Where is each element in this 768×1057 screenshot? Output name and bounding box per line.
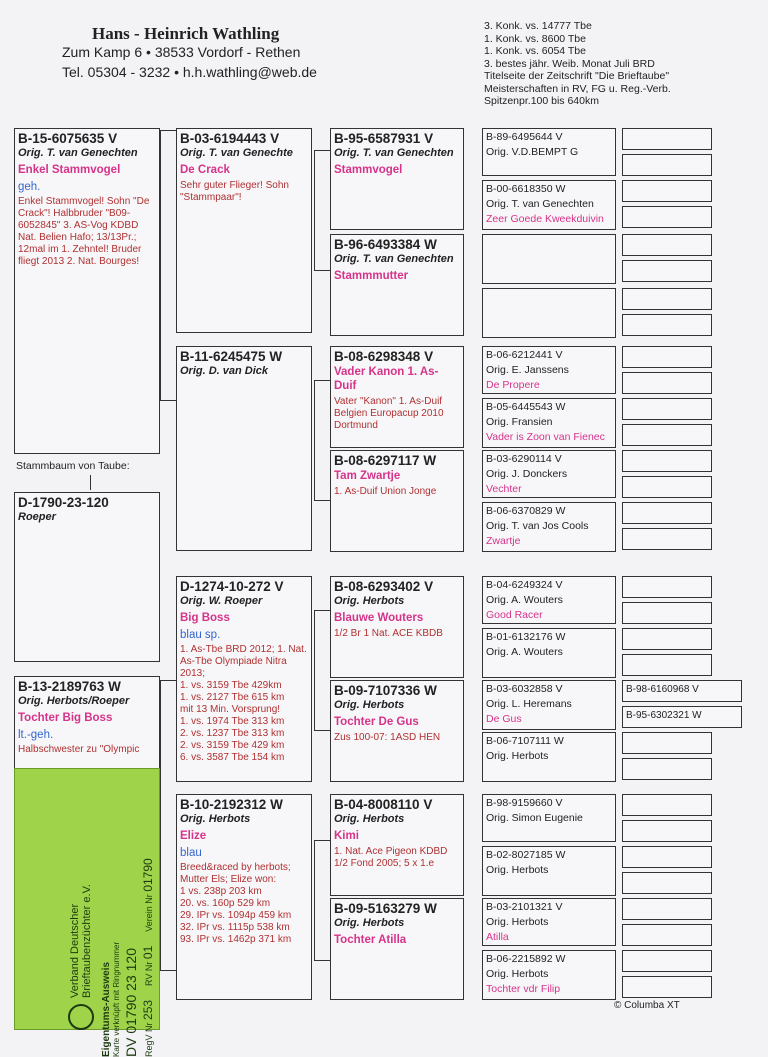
origin: Orig. A. Wouters [486, 594, 563, 606]
ring-number: B-06-2215892 W [486, 953, 566, 965]
origin: Orig. A. Wouters [486, 646, 563, 658]
pigeon-name: Stammvogel [334, 164, 403, 176]
pigeon-name: De Crack [180, 164, 230, 176]
ring-number: B-08-6293402 V [334, 579, 434, 594]
gen3-box [330, 898, 464, 1000]
gen4-box [482, 628, 616, 678]
pigeon-color: blau sp. [180, 629, 221, 641]
rv-label: RV Nr [144, 961, 154, 986]
ring-number: D-1274-10-272 V [180, 579, 284, 594]
gen5-box [622, 950, 712, 972]
achievements-list [484, 20, 714, 108]
gen5-box [622, 154, 712, 176]
card-ring-number: DV 01790 23 120 [123, 948, 139, 1057]
notes: 1. As-Duif Union Jonge [334, 486, 437, 497]
origin: Orig. Herbots [334, 813, 405, 825]
notes: Enkel Stammvogel! Sohn "De Crack"! Halbbruder "B09-6052845" 3. AS-Vog KDBD Nat. Belien Hafo; 13/13Pr.; 12mal im 1. Zehntel! Bruder fliegt 2013 2. Nat. Bourges! [18, 196, 150, 267]
ring-number: B-01-6132176 W [486, 631, 566, 643]
origin: Roeper [18, 511, 56, 523]
pigeon-color: blau [180, 847, 202, 859]
origin: Orig. D. van Dick [180, 365, 269, 377]
regv-label: RegV Nr [144, 1022, 154, 1057]
gen4-box [482, 346, 616, 394]
gen5-box [622, 260, 712, 282]
pigeon-name: Big Boss [180, 612, 230, 624]
gen5-box [622, 976, 712, 998]
pigeon-name: De Gus [486, 713, 522, 725]
origin: Orig. W. Roeper [180, 595, 263, 607]
gen5-box [622, 732, 712, 754]
ring-number: B-08-6297117 W [334, 453, 437, 468]
pigeon-name: Tam Zwartje [334, 470, 401, 482]
gen5-box [622, 654, 712, 676]
pigeon-name: Enkel Stammvogel [18, 164, 121, 176]
gen5-box [622, 794, 712, 816]
ring-number: B-06-6212441 V [486, 349, 563, 361]
gen5-box [622, 680, 742, 702]
pigeon-color: geh. [18, 181, 41, 193]
pigeon-name: Tochter Atilla [334, 934, 407, 946]
gen4-box [482, 732, 616, 782]
gen5-box [622, 128, 712, 150]
gen3-box [330, 680, 464, 782]
achievement: Spitzenpr.100 bis 640km [484, 95, 599, 107]
ring-number: B-11-6245475 W [180, 349, 283, 364]
breeder-contact: Tel. 05304 - 3232 • h.h.wathling@web.de [62, 64, 317, 80]
achievement: 1. Konk. vs. 6054 Tbe [484, 45, 586, 57]
gen3-box [330, 128, 464, 230]
ring-number: D-1790-23-120 [18, 495, 109, 510]
gen5-box [622, 476, 712, 498]
ring-number: B-04-6249324 V [486, 579, 563, 591]
gen4-box [482, 502, 616, 552]
origin: Orig. L. Heremans [486, 698, 572, 710]
gen5-box [622, 706, 742, 728]
breeder-address: Zum Kamp 6 • 38533 Vordorf - Rethen [62, 44, 301, 60]
achievement: 3. Konk. vs. 14777 Tbe [484, 20, 592, 32]
breeder-name: Hans - Heinrich Wathling [92, 24, 280, 43]
ring-number: B-02-8027185 W [486, 849, 566, 861]
pigeon-name: Tochter vdr Filip [486, 983, 561, 995]
origin: Orig. T. van Genechten [18, 147, 138, 159]
result: 1. vs. 3159 Tbe 429km [180, 680, 282, 691]
ring-number: B-09-7107336 W [334, 683, 437, 698]
pigeon-name: Good Racer [486, 609, 543, 621]
origin: Orig. Herbots [486, 916, 549, 928]
ownership-card [14, 768, 160, 1057]
origin: Orig. Herbots [334, 595, 405, 607]
origin: Orig. T. van Jos Cools [486, 520, 589, 532]
result: 20. vs. 160p 529 km [180, 898, 271, 909]
gen5-box [622, 924, 712, 946]
ring-number: B-04-8008110 V [334, 797, 433, 812]
ring-number: B-98-6160968 V [626, 684, 699, 695]
result: 2. vs. 3159 Tbe 429 km [180, 740, 285, 751]
pigeon-name: De Propere [486, 379, 540, 391]
gen4-box [482, 180, 616, 230]
ring-number: B-05-6445543 W [486, 401, 566, 413]
notes: Vater "Kanon" 1. As-Duif Belgien Europacup 2010 Dortmund [334, 396, 444, 431]
result: 1. vs. 1974 Tbe 313 km [180, 716, 285, 727]
notes: Zus 100-07: 1ASD HEN [334, 732, 441, 743]
achievement: 3. bestes jähr. Weib. Monat Juli BRD [484, 57, 655, 70]
result: 29. IPr vs. 1094p 459 km [180, 910, 292, 921]
verein-value: 01790 [141, 858, 155, 892]
pigeon-name: Zwartje [486, 535, 521, 547]
origin: Orig. T. van Genechte [180, 147, 293, 159]
subject-box [14, 492, 160, 662]
gen4-box [482, 950, 616, 1000]
result: 93. IPr vs. 1462p 371 km [180, 934, 292, 945]
ring-number: B-09-5163279 W [334, 901, 437, 916]
result: mit 13 Min. Vorsprung! [180, 704, 281, 715]
ring-number: B-15-6075635 V [18, 131, 118, 146]
gen5-box [622, 602, 712, 624]
pigeon-name: Vechter [486, 483, 522, 495]
achievement: Titelseite der Zeitschrift "Die Brieftaube" [484, 70, 670, 82]
gen5-box [622, 820, 712, 842]
gen2-box [176, 346, 312, 551]
gen5-box [622, 180, 712, 202]
card-org-line2: Brieftaubenzüchter e.V. [81, 884, 93, 998]
ring-number: B-13-2189763 W [18, 679, 121, 694]
origin: Orig. T. van Genechten [334, 147, 454, 159]
origin: Orig. Herbots [486, 968, 549, 980]
gen5-box [622, 288, 712, 310]
origin: Orig. Herbots [486, 750, 549, 762]
notes: Halbschwester zu "Olympic [18, 744, 140, 755]
gen5-box [622, 234, 712, 256]
sire-box [14, 128, 160, 454]
card-subtitle: Karte verknüpft mit Ringnummer [112, 941, 121, 1057]
origin: Orig. T. van Genechten [486, 198, 594, 210]
gen4-box [482, 846, 616, 896]
gen5-box [622, 528, 712, 550]
gen5-box [622, 898, 712, 920]
notes: Sehr guter Flieger! Sohn "Stammpaar"! [180, 180, 289, 203]
notes: 1. Nat. Ace Pigeon KDBD 1/2 Fond 2005; 5 x 1.e [334, 846, 448, 869]
gen4-box [482, 288, 616, 338]
origin: Orig. Herbots [486, 864, 549, 876]
origin: Orig. Herbots/Roeper [18, 695, 130, 707]
pigeon-name: Vader is Zoon van Fienec [486, 431, 605, 443]
gen5-box [622, 346, 712, 368]
origin: Orig. Fransien [486, 416, 553, 428]
pigeon-name: Elize [180, 830, 207, 842]
card-org-line1: Verband Deutscher [69, 903, 81, 998]
gen5-box [622, 372, 712, 394]
ring-number: B-08-6298348 V [334, 349, 434, 364]
gen4-box [482, 680, 616, 730]
achievement: 1. Konk. vs. 8600 Tbe [484, 32, 586, 45]
gen5-box [622, 576, 712, 598]
gen5-box [622, 314, 712, 336]
footer-copyright: © Columba XT [614, 1000, 680, 1011]
stammbaum-label: Stammbaum von Taube: [16, 460, 130, 472]
origin: Orig. Herbots [180, 813, 251, 825]
result: 2. vs. 1237 Tbe 313 km [180, 728, 285, 739]
verein-label: Verein Nr [144, 894, 154, 932]
result: 1. vs. 2127 Tbe 615 km [180, 692, 285, 703]
gen5-box [622, 450, 712, 472]
ring-number: B-03-6194443 V [180, 131, 280, 146]
ring-number: B-06-6370829 W [486, 505, 566, 517]
notes: Breed&raced by herbots; Mutter Els; Elize won: [180, 862, 291, 885]
gen5-box [622, 758, 712, 780]
gen4-box [482, 398, 616, 448]
pigeon-name: Stammmutter [334, 270, 409, 282]
vdb-logo-icon [68, 1004, 94, 1030]
pigeon-name: Tochter Big Boss [18, 712, 113, 724]
pigeon-color: lt.-geh. [18, 729, 54, 741]
gen4-box [482, 794, 616, 842]
gen5-box [622, 502, 712, 524]
gen4-box [482, 128, 616, 176]
results-list [180, 680, 308, 764]
origin: Orig. V.D.BEMPT G [486, 146, 579, 158]
pigeon-name: Atilla [486, 931, 509, 943]
results-list [180, 886, 308, 946]
ring-number: B-10-2192312 W [180, 797, 283, 812]
gen2-box [176, 794, 312, 1000]
origin: Orig. J. Donckers [486, 468, 568, 480]
ring-number: B-03-6290114 V [486, 453, 562, 465]
gen5-box [622, 206, 712, 228]
gen2-box [176, 576, 312, 782]
ring-number: B-95-6302321 W [626, 710, 702, 721]
ring-number: B-96-6493384 W [334, 237, 437, 252]
result: 1 vs. 238p 203 km [180, 886, 262, 897]
origin: Orig. Herbots [334, 917, 405, 929]
ring-number: B-03-2101321 V [486, 901, 563, 913]
ring-number: B-95-6587931 V [334, 131, 434, 146]
pigeon-name: Blauwe Wouters [334, 612, 424, 624]
result: 32. IPr vs. 1115p 538 km [180, 922, 290, 933]
origin: Orig. Simon Eugenie [486, 812, 583, 824]
gen4-box [482, 234, 616, 284]
gen4-box [482, 450, 616, 498]
gen5-box [622, 872, 712, 894]
gen3-box [330, 346, 464, 448]
pigeon-name: Tochter De Gus [334, 716, 419, 728]
rv-value: 01 [141, 945, 155, 960]
origin: Orig. E. Janssens [486, 364, 569, 376]
ring-number: B-00-6618350 W [486, 183, 566, 195]
gen2-box [176, 128, 312, 333]
gen3-box [330, 576, 464, 678]
ring-number: B-03-6032858 V [486, 683, 563, 695]
notes: 1/2 Br 1 Nat. ACE KBDB [334, 628, 443, 639]
pigeon-name: Vader Kanon 1. As-Duif [334, 366, 439, 392]
pigeon-name: Kimi [334, 830, 359, 842]
pigeon-name: Zeer Goede Kweekduivin [486, 213, 604, 225]
ring-number: B-89-6495644 V [486, 131, 563, 143]
gen4-box [482, 576, 616, 624]
gen3-box [330, 794, 464, 896]
result: 6. vs. 3587 Tbe 154 km [180, 752, 285, 763]
gen4-box [482, 898, 616, 946]
gen3-box [330, 234, 464, 336]
card-title: Eigentums-Ausweis [101, 961, 112, 1057]
gen5-box [622, 846, 712, 868]
origin: Orig. T. van Genechten [334, 253, 454, 265]
gen5-box [622, 628, 712, 650]
origin: Orig. Herbots [334, 699, 405, 711]
ring-number: B-06-7107111 W [486, 735, 564, 747]
ring-number: B-98-9159660 V [486, 797, 563, 809]
gen5-box [622, 424, 712, 446]
gen3-box [330, 450, 464, 552]
gen5-box [622, 398, 712, 420]
notes: 1. As-Tbe BRD 2012; 1. Nat. As-Tbe Olympiade Nitra 2013; [180, 644, 307, 679]
regv-value: 253 [141, 999, 155, 1020]
achievement: Meisterschaften in RV, FG u. Reg.-Verb. [484, 82, 671, 95]
